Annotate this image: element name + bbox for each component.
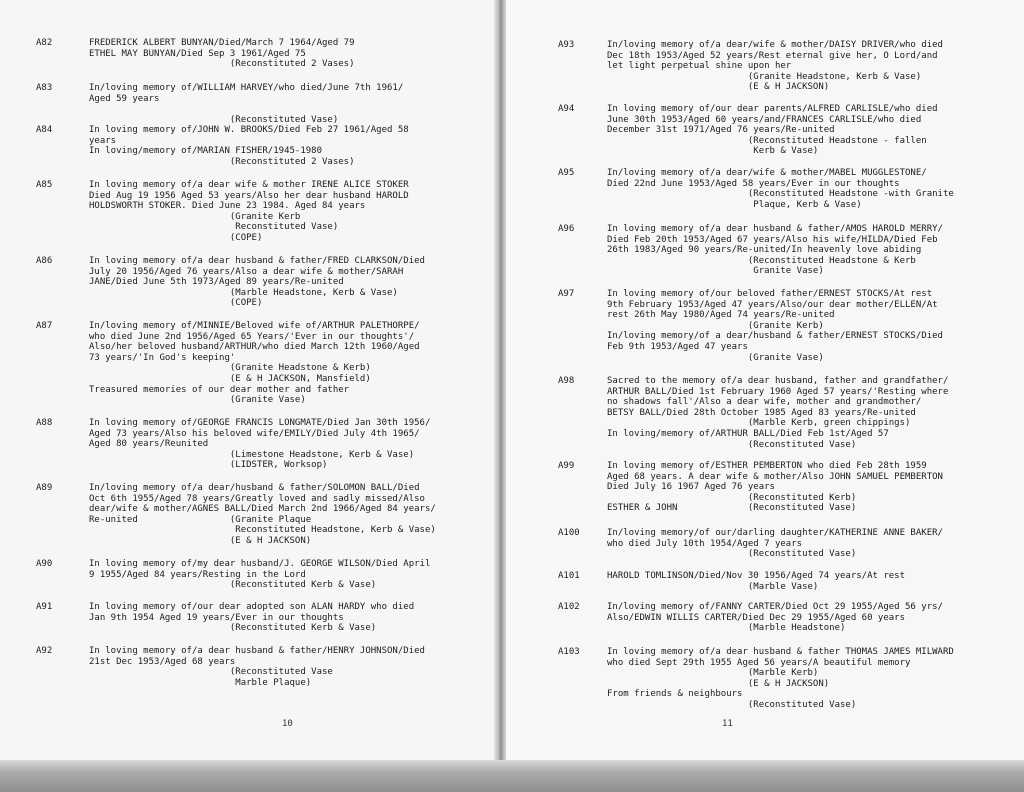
inscription-line: Died 22nd June 1953/Aged 58 years/Ever in our thoughts [607, 178, 900, 189]
right-page [506, 0, 1024, 760]
inscription-line: BETSY BALL/Died 28th October 1985 Aged 83 years/Re-united [607, 407, 916, 418]
inscription-line: Aged 68 years. A dear wife & mother/Also JOHN SAMUEL PEMBERTON [607, 471, 943, 482]
record-code: A97 [558, 289, 575, 299]
record-code: A84 [36, 125, 53, 135]
inscription-text [89, 646, 484, 688]
page-number: 11 [722, 719, 733, 729]
inscription-line: FREDERICK ALBERT BUNYAN/Died/March 7 1964/Aged 79 [89, 38, 355, 48]
inscription-line: ESTHER & JOHN (Reconstituted Vase) [607, 503, 857, 514]
inscription-line: years [89, 135, 117, 146]
inscription-line: Treasured memories of our dear mother and father [89, 384, 350, 395]
inscription-line: (Granite Kerb [89, 211, 301, 222]
inscription-line: Marble Plaque) [89, 677, 312, 688]
inscription-line: (Reconstituted Kerb & Vase) [89, 580, 377, 591]
inscription-line: In loving memory of/a dear husband & father/HENRY JOHNSON/Died [89, 646, 425, 656]
inscription-line: Kerb & Vase) [607, 146, 819, 157]
inscription-line: (COPE) [89, 298, 263, 309]
inscription-line: (Marble Headstone, Kerb & Vase) [89, 287, 398, 298]
inscription-text [607, 528, 1017, 560]
record-code: A93 [558, 40, 575, 50]
inscription-text [607, 289, 1017, 363]
inscription-text [607, 224, 1017, 277]
inscription-line: From friends & neighbours [607, 689, 743, 700]
inscription-line [89, 104, 484, 115]
inscription-line: (Reconstituted Kerb) [607, 492, 857, 503]
inscription-text [89, 483, 484, 547]
inscription-line: In loving memory of/our dear parents/ALFRED CARLISLE/who died [607, 104, 938, 114]
inscription-line: no shadows fall'/Also a dear wife, mother and grandmother/ [607, 397, 922, 408]
record-code: A95 [558, 168, 575, 178]
inscription-line: (Granite Vase) [89, 395, 306, 406]
inscription-line: Feb 9th 1953/Aged 47 years [607, 341, 748, 352]
inscription-line: In/loving memory of/MINNIE/Beloved wife of/ARTHUR PALETHORPE/ [89, 321, 420, 331]
inscription-line: In loving/memory of/MARIAN FISHER/1945-1980 [89, 146, 322, 157]
inscription-line: Dec 18th 1953/Aged 52 years/Rest eternal give her, O Lord/and [607, 50, 938, 61]
inscription-text [607, 104, 1017, 157]
inscription-line: In/loving memory of/a dear/wife & mother/MABEL MUGGLESTONE/ [607, 168, 927, 178]
record-code: A92 [36, 646, 53, 656]
inscription-line: (Reconstituted Vase) [89, 114, 339, 125]
inscription-line: (E & H JACKSON) [607, 82, 830, 93]
inscription-line: (Granite Vase) [607, 352, 824, 363]
inscription-line: Plaque, Kerb & Vase) [607, 199, 862, 210]
inscription-line: (Limestone Headstone, Kerb & Vase) [89, 449, 415, 460]
inscription-line: JANE/Died June 5th 1973/Aged 89 years/Re-united [89, 277, 344, 288]
inscription-line: HAROLD TOMLINSON/Died/Nov 30 1956/Aged 74 years/At rest [607, 571, 906, 581]
record-code: A83 [36, 83, 53, 93]
inscription-line: In loving memory of/our dear adopted son ALAN HARDY who died [89, 602, 415, 612]
inscription-line: Aged 73 years/Also his beloved wife/EMILY/Died July 4th 1965/ [89, 428, 420, 439]
inscription-line: Died Feb 20th 1953/Aged 67 years/Also his wife/HILDA/Died Feb [607, 234, 938, 245]
inscription-line: (Marble Headstone) [607, 623, 846, 634]
inscription-line: who died Sept 29th 1955 Aged 56 years/A beautiful memory [607, 657, 911, 668]
page-number: 10 [282, 719, 293, 729]
record-code: A96 [558, 224, 575, 234]
inscription-line: 21st Dec 1953/Aged 68 years [89, 656, 236, 667]
inscription-text [89, 559, 484, 591]
inscription-line: ETHEL MAY BUNYAN/Died Sep 3 1961/Aged 75 [89, 48, 306, 59]
inscription-text [89, 180, 484, 244]
inscription-line: (E & H JACKSON) [607, 678, 830, 689]
inscription-line: (Marble Vase) [607, 581, 819, 592]
inscription-line: (E & H JACKSON, Mansfield) [89, 373, 371, 384]
inscription-text [89, 38, 484, 70]
inscription-text [607, 376, 1017, 450]
inscription-line: In loving/memory of/ARTHUR BALL/Died Feb 1st/Aged 57 [607, 428, 889, 439]
inscription-line: December 31st 1971/Aged 76 years/Re-united [607, 125, 835, 136]
inscription-line: (Reconstituted Kerb & Vase) [89, 623, 377, 634]
inscription-line: Reconstituted Vase) [89, 222, 339, 233]
inscription-line: (Granite Headstone, Kerb & Vase) [607, 71, 922, 82]
record-code: A94 [558, 104, 575, 114]
inscription-line: ARTHUR BALL/Died 1st February 1960 Aged 57 years/'Resting where [607, 386, 949, 397]
left-page [0, 0, 496, 760]
inscription-line: who died June 2nd 1956/Aged 65 Years/'Ever in our thoughts'/ [89, 331, 415, 342]
inscription-line: (Reconstituted Vase) [607, 699, 857, 710]
inscription-line: (Reconstituted Headstone & Kerb [607, 255, 916, 266]
inscription-line: Oct 6th 1955/Aged 78 years/Greatly loved and sadly missed/Also [89, 493, 425, 504]
inscription-line: In loving memory of/a dear wife & mother IRENE ALICE STOKER [89, 180, 409, 190]
inscription-line: dear/wife & mother/AGNES BALL/Died March 2nd 1966/Aged 84 years/ [89, 504, 436, 515]
inscription-line: Died July 16 1967 Aged 76 years [607, 482, 775, 493]
inscription-line: (Reconstituted Vase) [607, 439, 857, 450]
record-code: A82 [36, 38, 53, 48]
inscription-text [89, 602, 484, 634]
record-code: A103 [558, 647, 580, 657]
inscription-line: let light perpetual shine upon her [607, 61, 792, 72]
inscription-line: In/loving memory/of our/darling daughter/KATHERINE ANNE BAKER/ [607, 528, 943, 538]
inscription-line: Aged 80 years/Reunited [89, 439, 209, 450]
inscription-line: (Marble Kerb, green chippings) [607, 418, 911, 429]
inscription-line: Died Aug 19 1956 Aged 53 years/Also her dear husband HAROLD [89, 190, 409, 201]
inscription-line: (Reconstituted Headstone - fallen [607, 135, 927, 146]
inscription-line: In/loving memory/of a dear/husband & father/ERNEST STOCKS/Died [607, 331, 943, 342]
inscription-line: Sacred to the memory of/a dear husband, father and grandfather/ [607, 376, 949, 386]
inscription-line: (Reconstituted 2 Vases) [89, 156, 355, 167]
inscription-line: (Reconstituted Headstone -with Granite [607, 189, 954, 200]
record-code: A99 [558, 461, 575, 471]
record-code: A101 [558, 571, 580, 581]
inscription-line: Reconstituted Headstone, Kerb & Vase) [89, 525, 436, 536]
inscription-line: Granite Vase) [607, 266, 824, 277]
record-code: A98 [558, 376, 575, 386]
inscription-text [607, 602, 1017, 634]
inscription-line: In loving memory of/a dear husband & father/FRED CLARKSON/Died [89, 256, 425, 266]
inscription-line: In/loving memory of/a dear/husband & father/SOLOMON BALL/Died [89, 483, 420, 493]
inscription-text [89, 125, 484, 167]
inscription-line: 9 1955/Aged 84 years/Resting in the Lord [89, 569, 306, 580]
inscription-text [89, 321, 484, 406]
scanner-edge [0, 760, 1024, 792]
inscription-line: 73 years/'In God's keeping' [89, 352, 236, 363]
inscription-text [607, 571, 1017, 592]
record-code: A85 [36, 180, 53, 190]
inscription-line: July 20 1956/Aged 76 years/Also a dear wife & mother/SARAH [89, 266, 404, 277]
inscription-line: (Granite Headstone & Kerb) [89, 363, 371, 374]
inscription-text [89, 83, 484, 125]
inscription-line: In loving memory of/a dear husband & father THOMAS JAMES MILWARD [607, 647, 954, 657]
record-code: A90 [36, 559, 53, 569]
inscription-text [89, 418, 484, 471]
inscription-line: Jan 9th 1954 Aged 19 years/Ever in our thoughts [89, 612, 344, 623]
record-code: A100 [558, 528, 580, 538]
inscription-line: HOLDSWORTH STOKER. Died June 23 1984. Aged 84 years [89, 201, 366, 212]
inscription-line: (Reconstituted Vase [89, 667, 333, 678]
record-code: A87 [36, 321, 53, 331]
record-code: A88 [36, 418, 53, 428]
inscription-line: In loving memory of/my dear husband/J. GEORGE WILSON/Died April [89, 559, 431, 569]
inscription-text [607, 40, 1017, 93]
inscription-text [607, 647, 1017, 711]
inscription-text [89, 256, 484, 309]
inscription-text [607, 461, 1017, 514]
inscription-text [607, 168, 1017, 210]
inscription-line: In loving memory of/our beloved father/ERNEST STOCKS/At rest [607, 289, 933, 299]
inscription-line: Also/EDWIN WILLIS CARTER/Died Dec 29 1955/Aged 60 years [607, 612, 906, 623]
record-code: A86 [36, 256, 53, 266]
inscription-line: (COPE) [89, 232, 263, 243]
inscription-line: (E & H JACKSON) [89, 535, 312, 546]
inscription-line: In loving memory of/GEORGE FRANCIS LONGMATE/Died Jan 30th 1956/ [89, 418, 431, 428]
inscription-line: June 30th 1953/Aged 60 years/and/FRANCES CARLISLE/who died [607, 114, 922, 125]
inscription-line: (LIDSTER, Worksop) [89, 460, 328, 471]
inscription-line: Also/her beloved husband/ARTHUR/who died March 12th 1960/Aged [89, 342, 420, 353]
inscription-line: In loving memory of/JOHN W. BROOKS/Died Feb 27 1961/Aged 58 [89, 125, 409, 135]
inscription-line: In/loving memory of/WILLIAM HARVEY/who died/June 7th 1961/ [89, 83, 404, 93]
inscription-line: 26th 1983/Aged 90 years/Re-united/In heavenly love abiding [607, 245, 922, 256]
inscription-line: Re-united (Granite Plaque [89, 514, 312, 525]
inscription-line: rest 26th May 1980/Aged 74 years/Re-united [607, 310, 835, 321]
record-code: A89 [36, 483, 53, 493]
inscription-line: Aged 59 years [89, 93, 160, 104]
inscription-line: (Reconstituted Vase) [607, 549, 857, 560]
record-code: A91 [36, 602, 53, 612]
inscription-line: In/loving memory of/a dear/wife & mother/DAISY DRIVER/who died [607, 40, 943, 50]
inscription-line: (Marble Kerb) [607, 668, 819, 679]
inscription-line: (Reconstituted 2 Vases) [89, 59, 355, 70]
inscription-line: In/loving memory of/FANNY CARTER/Died Oct 29 1955/Aged 56 yrs/ [607, 602, 943, 612]
inscription-line: In loving memory of/ESTHER PEMBERTON who died Feb 28th 1959 [607, 461, 927, 471]
record-code: A102 [558, 602, 580, 612]
inscription-line: (Granite Kerb) [607, 320, 824, 331]
inscription-line: who died July 10th 1954/Aged 7 years [607, 538, 803, 549]
inscription-line: 9th February 1953/Aged 47 years/Also/our dear mother/ELLEN/At [607, 299, 938, 310]
inscription-line: In loving memory of/a dear husband & father/AMOS HAROLD MERRY/ [607, 224, 943, 234]
